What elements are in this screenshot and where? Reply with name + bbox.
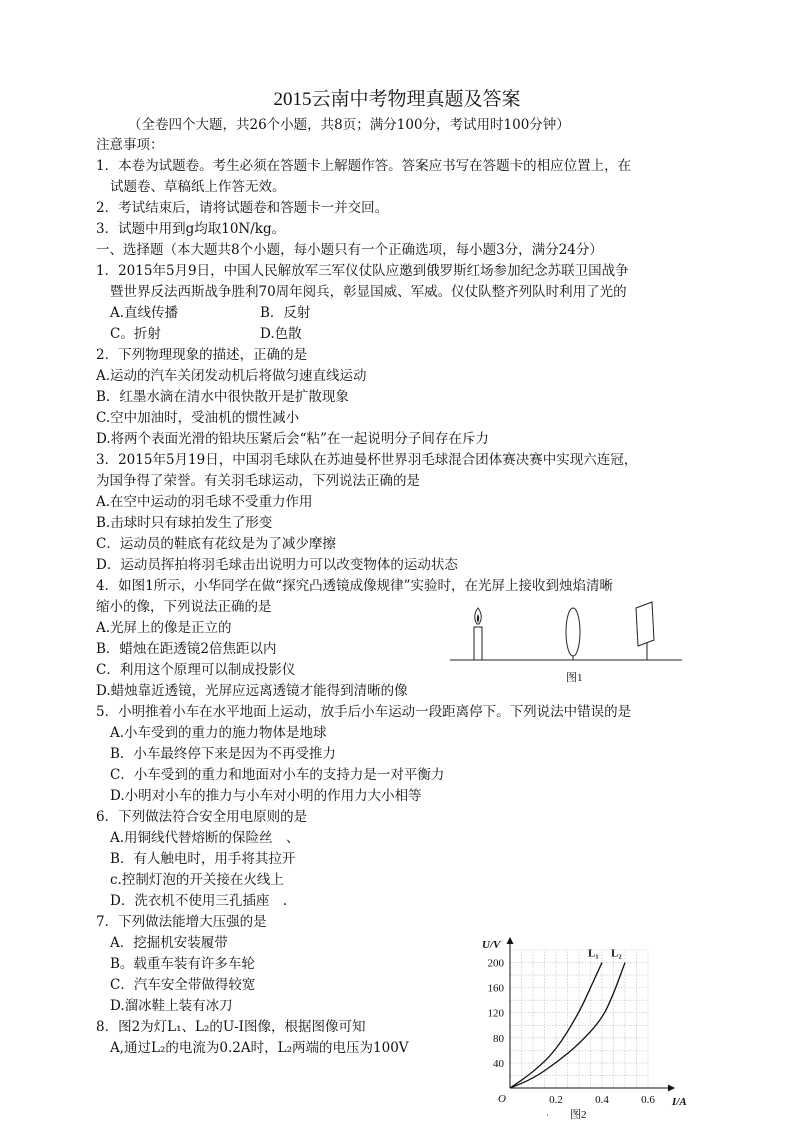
question-4-option-b: B．蜡烛在距透镜2倍焦距以内 bbox=[96, 641, 277, 657]
question-7-option-d: D.溜冰鞋上装有冰刀 bbox=[110, 998, 233, 1014]
y-tick-label: 160 bbox=[487, 982, 504, 995]
question-7-option-b: B。载重车装有许多车轮 bbox=[110, 956, 255, 972]
question-1-option-c: C。折射 bbox=[110, 326, 161, 342]
y-tick-label: 80 bbox=[493, 1032, 504, 1045]
question-3-option-c: C．运动员的鞋底有花纹是为了减少摩擦 bbox=[96, 536, 336, 552]
notice-item-2: 2．考试结束后，请将试题卷和答题卡一并交回。 bbox=[96, 200, 389, 216]
candle-icon bbox=[474, 608, 482, 660]
question-5-option-a: A.小车受到的重力的施力物体是地球 bbox=[110, 725, 327, 741]
question-8-option-a: A,通过L₂的电流为0.2A时，L₂两端的电压为100V bbox=[110, 1040, 409, 1056]
question-1-stem: 1．2015年5月9日，中国人民解放军三军仪仗队应邀到俄罗斯红场参加纪念苏联卫国战争 bbox=[96, 263, 629, 279]
question-5-option-d: D.小明对小车的推力与小车对小明的作用力大小相等 bbox=[110, 788, 422, 804]
question-6-option-a: A.用铜线代替熔断的保险丝 、 bbox=[110, 830, 300, 846]
question-1-stem-cont: 暨世界反法西斯战争胜利70周年阅兵，彰显国威、军威。仪仗队整齐列队时利用了光的 bbox=[110, 284, 627, 300]
notice-item-3: 3．试题中用到g均取10N/kg。 bbox=[96, 221, 286, 237]
question-4-option-c: C．利用这个原理可以制成投影仪 bbox=[96, 662, 296, 678]
notice-item-1: 1．本卷为试题卷。考生必须在答题卡上解题作答。答案应书写在答题卡的相应位置上，在 bbox=[96, 158, 632, 174]
question-4-stem: 4．如图1所示，小华同学在做“探究凸透镜成像规律”实验时，在光屏上接收到烛焰清晰 bbox=[96, 578, 613, 594]
series-label-1: L₁ bbox=[588, 947, 599, 960]
ui-chart bbox=[470, 928, 690, 1123]
question-5-option-b: B．小车最终停下来是因为不再受推力 bbox=[110, 746, 336, 762]
series-label-2: L₂ bbox=[611, 947, 622, 960]
figure-1-caption: 图1 bbox=[566, 672, 583, 684]
y-tick-label: 200 bbox=[487, 957, 504, 970]
question-3-stem-cont: 为国争得了荣誉。有关羽毛球运动，下列说法正确的是 bbox=[96, 473, 420, 489]
question-3-option-a: A.在空中运动的羽毛球不受重力作用 bbox=[96, 494, 313, 510]
question-5-option-c: C．小车受到的重力和地面对小车的支持力是一对平衡力 bbox=[110, 767, 445, 783]
question-4-option-d: D.蜡烛靠近透镜，光屏应远离透镜才能得到清晰的像 bbox=[96, 683, 408, 699]
question-5-stem: 5．小明推着小车在水平地面上运动，放手后小车运动一段距离停下。下列说法中错误的是 bbox=[96, 704, 632, 720]
y-axis-label: U/V bbox=[482, 939, 501, 951]
question-4-stem-cont: 缩小的像，下列说法正确的是 bbox=[96, 599, 272, 615]
y-tick-label: 40 bbox=[493, 1057, 504, 1070]
question-6-stem: 6．下列做法符合安全用电原则的是 bbox=[96, 809, 308, 825]
tick-labels bbox=[482, 939, 687, 1108]
question-7-option-a: A．挖掘机安装履带 bbox=[110, 935, 228, 951]
question-7-stem: 7．下列做法能增大压强的是 bbox=[96, 914, 267, 930]
question-3-option-d: D．运动员挥拍将羽毛球击出说明力可以改变物体的运动状态 bbox=[96, 557, 458, 573]
question-2-stem: 2．下列物理现象的描述，正确的是 bbox=[96, 347, 308, 363]
question-3-option-b: B.击球时只有球拍发生了形变 bbox=[96, 515, 273, 531]
question-7-option-c: C．汽车安全带做得较宽 bbox=[110, 977, 256, 993]
question-2-option-c: C.空中加油时，受油机的惯性减小 bbox=[96, 410, 300, 426]
x-tick-label: 0.4 bbox=[595, 1094, 609, 1106]
question-1-option-b: B．反射 bbox=[260, 305, 311, 321]
x-tick-label: 0.2 bbox=[549, 1094, 563, 1106]
grid bbox=[510, 947, 648, 1088]
question-1-option-a: A.直线传播 bbox=[110, 305, 179, 321]
x-tick-label: 0.6 bbox=[641, 1094, 655, 1106]
question-8-stem: 8．图2为灯L₁、L₂的U-I图像，根据图像可知 bbox=[96, 1019, 366, 1035]
figure-2-ui-graph bbox=[470, 928, 690, 1123]
x-axis-label: I/A bbox=[672, 1096, 687, 1108]
figure-1-lens-setup bbox=[448, 596, 684, 666]
y-tick-label: 120 bbox=[487, 1007, 504, 1020]
question-6-option-b: B．有人触电时，用手将其拉开 bbox=[110, 851, 296, 867]
origin-label: O bbox=[498, 1093, 506, 1105]
notice-heading: 注意事项： bbox=[96, 137, 164, 153]
figure-2-dot: · bbox=[546, 1110, 549, 1120]
section-heading: 一、选择题（本大题共8个小题，每小题只有一个正确选项，每小题3分，满分24分） bbox=[96, 242, 603, 258]
question-3-stem: 3．2015年5月19日，中国羽毛球队在苏迪曼杯世界羽毛球混合团体赛决赛中实现六连冠， bbox=[96, 452, 638, 468]
question-4-option-a: A.光屏上的像是正立的 bbox=[96, 620, 232, 636]
exam-info: （全卷四个大题，共26个小题，共8页；满分100分，考试用时100分钟） bbox=[128, 117, 570, 133]
question-2-option-d: D.将两个表面光滑的铅块压紧后会“粘”在一起说明分子间存在斥力 bbox=[96, 431, 489, 447]
question-2-option-b: B．红墨水滴在清水中很快散开是扩散现象 bbox=[96, 389, 349, 405]
question-1-option-d: D.色散 bbox=[260, 326, 302, 342]
question-2-option-a: A.运动的汽车关闭发动机后将做匀速直线运动 bbox=[96, 368, 367, 384]
notice-item-1-cont: 试题卷、草稿纸上作答无效。 bbox=[110, 179, 286, 195]
light-screen-icon bbox=[636, 602, 654, 660]
question-6-option-c: c.控制灯泡的开关接在火线上 bbox=[110, 872, 284, 888]
question-6-option-d: D．洗衣机不使用三孔插座 . bbox=[110, 893, 288, 909]
figure-2-caption: 图2 bbox=[570, 1109, 587, 1121]
page-title: 2015云南中考物理真题及答案 bbox=[273, 89, 521, 110]
convex-lens-icon bbox=[566, 608, 580, 660]
